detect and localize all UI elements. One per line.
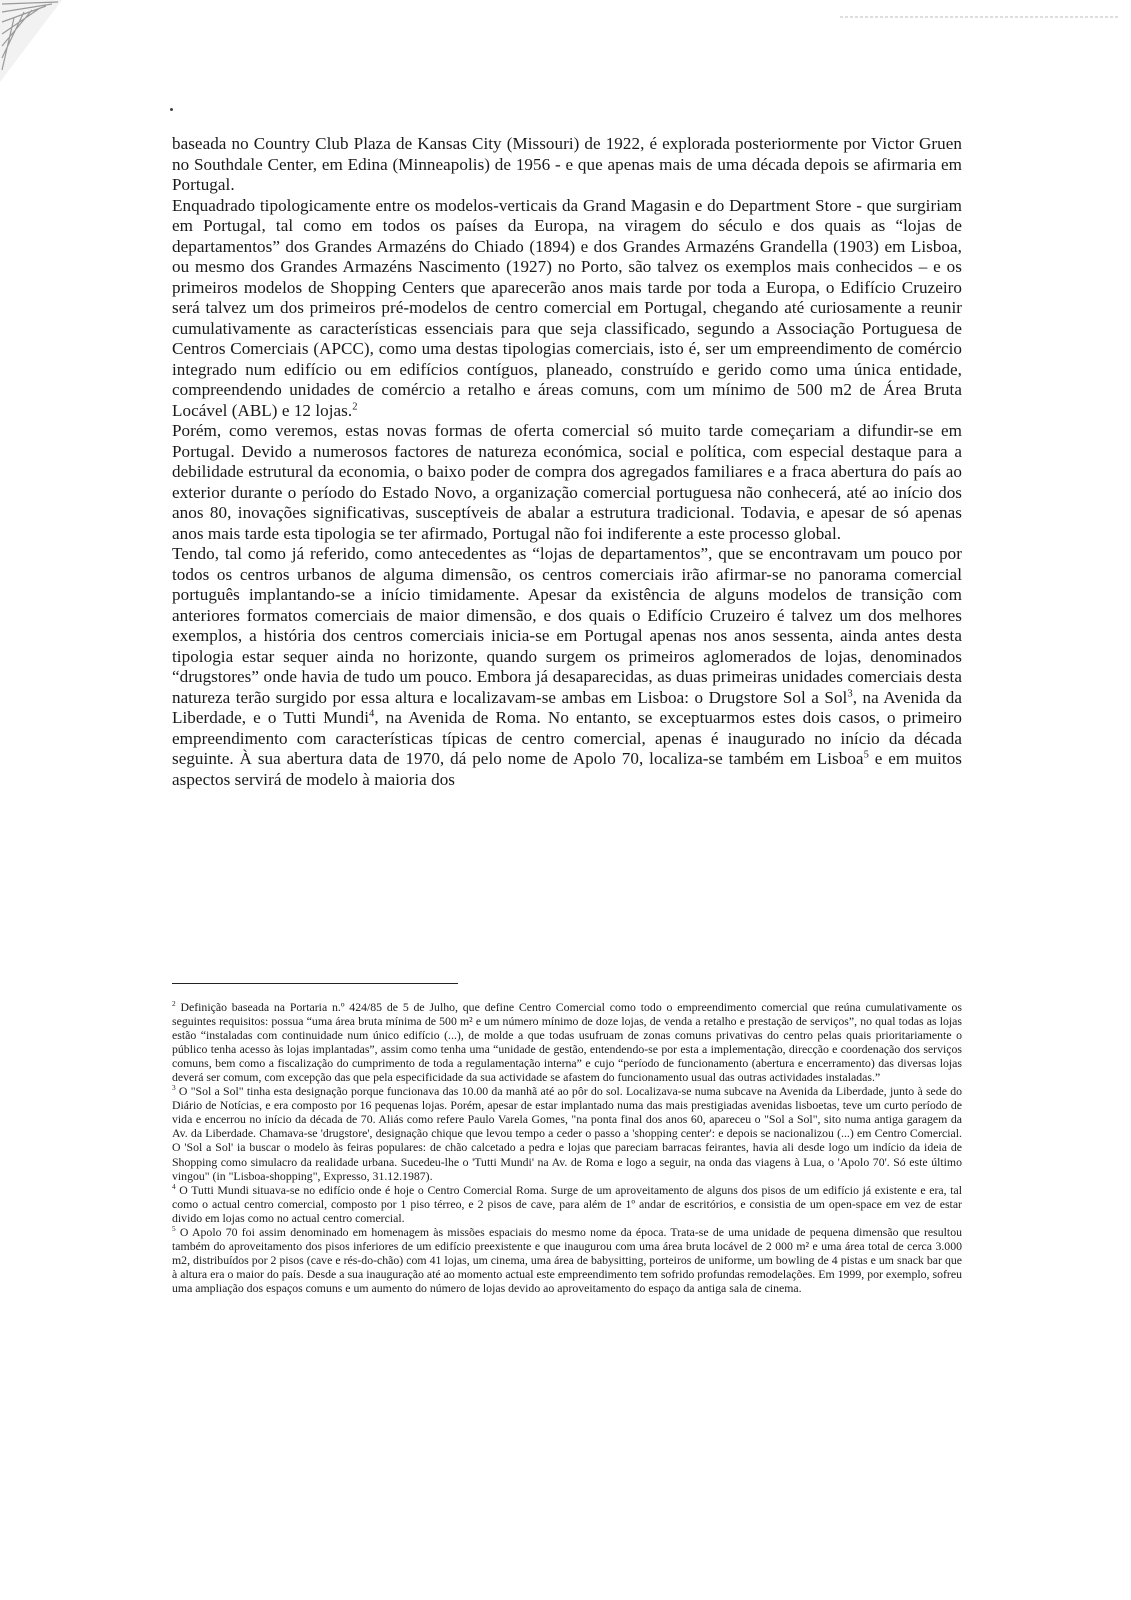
footnote-5 bbox=[172, 1225, 962, 1295]
footnote-2 bbox=[172, 1000, 962, 1084]
page-corner-fold bbox=[0, 0, 70, 90]
paragraph-4-text-b: , na Avenida da Liberdade, e o Tutti Mundi bbox=[172, 687, 962, 727]
footnote-4 bbox=[172, 1183, 962, 1225]
footnote-text: Definição baseada na Portaria n.º 424/85 de 5 de Julho, que define Centro Comercial como todo o empreendimento comercial que reúna cumulativamente os seguintes requisitos: possua “uma área bruta mínima de 500 m² e um número mínimo de doze lojas, de venda a retalho e prestação de serviços”, no qual todas as lojas estão “instaladas com continuidade num único edifício (...), de molde a que todas usufruam de zonas comuns privativas do centro pelas quais prioritariamente o público tenha acesso às lojas implantadas”, assim como tenha uma “unidade de gestão, entendendo-se por esta a implementação, direcção e coordenação dos serviços comuns, bem como a fiscalização do cumprimento de toda a regulamentação interna” e cujo “período de funcionamento (abertura e encerramento) das diversas lojas deverá ser comum, com excepção das que pela especificidade da sua actividade se afastem do funcionamento usual das outras actividades instaladas.” bbox=[172, 1000, 962, 1085]
footnote-ref-4: 4 bbox=[369, 708, 375, 720]
footnote-text: O "Sol a Sol" tinha esta designação porque funcionava das 10.00 da manhã até ao pôr do sol. Localizava-se numa subcave na Avenida da Liberdade, junto à sede do Diário de Notícias, e era composto por 16 pequenas lojas. Porém, apesar de estar implantado numa das mais prestigiadas avenidas lisboetas, teve um curto período de vida e encerrou no início da década de 70. Aliás como refere Paulo Varela Gomes, "na ponta final dos anos 60, apareceu o "Sol a Sol", sito numa antiga garagem da Av. da Liberdade. Chamava-se 'drugstore', designação chique que levou tempo a ceder o passo a 'shopping center': e depois se nacionalizou (...) em Centro Comercial. O 'Sol a Sol' ia buscar o modelo às feiras populares: de chão calcetado a pedra e lojas que pareciam barracas feirantes, havia ali desde logo um indício da ideia de Shopping como simulacro da realidade urbana. Sucedeu-lhe o 'Tutti Mundi' na Av. de Roma e logo a seguir, na onda das viagens à Lua, o 'Apolo 70'. Só este último vingou" (in "Lisboa-shopping", Expresso, 31.12.1987). bbox=[172, 1084, 962, 1183]
footnote-number: 3 bbox=[172, 1083, 176, 1093]
scan-streak bbox=[840, 14, 1120, 20]
paragraph-2 bbox=[172, 196, 962, 422]
footnote-ref-5: 5 bbox=[863, 749, 869, 761]
footnote-text: O Apolo 70 foi assim denominado em homenagem às missões espaciais do mesmo nome da época. Trata-se de uma unidade de pequena dimensão que resultou também do aproveitamento dos pisos inferiores de um edifício preexistente e que inaugurou com uma área bruta locável de 2 000 m² e uma área total de cerca 3.000 m2, distribuídos por 2 pisos (cave e rés-do-chão) com 41 lojas, um cinema, uma área de babysitting, porteiros de uniforme, um bowling de 4 pistas e um snack bar que à altura era o maior do país. Desde a sua inauguração até ao momento actual este empreendimento tem sofrido profundas remodelações. Em 1999, por exemplo, sofreu uma ampliação dos espaços comuns e um aumento do número de lojas devido ao aproveitamento do espaço da antiga sala de cinema. bbox=[172, 1224, 962, 1295]
footnotes bbox=[172, 1000, 962, 1295]
paragraph-4-text-c: , na Avenida de Roma. No entanto, se exceptuarmos estes dois casos, o primeiro empreendimento com características típicas de centro comercial, apenas é inaugurado no início da década seguinte. À sua abertura data de 1970, dá pelo nome de Apolo 70, localiza-se também em Lisboa bbox=[172, 708, 962, 768]
paragraph-3-text: Porém, como veremos, estas novas formas de oferta comercial só muito tarde começariam a difundir-se em Portugal. Devido a numerosos factores de natureza económica, social e política, com especial destaque para a debilidade estrutural da economia, o baixo poder de compra dos agregados familiares e a fraca abertura do país ao exterior durante o período do Estado Novo, a organização comercial portuguesa não conhecerá, até ao início dos anos 80, inovações significativas, susceptíveis de abalar a estrutura tradicional. Todavia, e apesar de só apenas anos mais tarde esta tipologia se ter afirmado, Portugal não foi indiferente a este processo global. bbox=[172, 421, 962, 543]
footnote-number: 4 bbox=[172, 1181, 176, 1191]
footnote-ref-3: 3 bbox=[847, 687, 853, 699]
paragraph-4-text-a: Tendo, tal como já referido, como antecedentes as “lojas de departamentos”, que se encontravam um pouco por todos os centros urbanos de alguma dimensão, os centros comerciais irão afirmar-se no panorama comercial português implantando-se a início timidamente. Apesar da existência de alguns modelos de transição com anteriores formatos comerciais de maior dimensão, e dos quais o Edifício Cruzeiro é talvez um dos melhores exemplos, a história dos centros comerciais inicia-se em Portugal apenas nos anos sessenta, ainda antes desta tipologia estar sequer ainda no horizonte, quando surgem os primeiros aglomerados de lojas, denominados “drugstores” onde havia de tudo um pouco. Embora já desaparecidas, as duas primeiras unidades comerciais desta natureza terão surgido por essa altura e localizavam-se ambas em Lisboa: o Drugstore Sol a Sol bbox=[172, 544, 962, 707]
footnote-number: 5 bbox=[172, 1223, 176, 1233]
paragraph-4 bbox=[172, 544, 962, 790]
footnote-number: 2 bbox=[172, 999, 176, 1009]
paragraph-3 bbox=[172, 421, 962, 544]
footnote-text: O Tutti Mundi situava-se no edifício onde é hoje o Centro Comercial Roma. Surge de um aproveitamento de alguns dos pisos de um edifício já existente e era, tal como o actual centro comercial, composto por 1 piso térreo, e 2 pisos de cave, para além de 1º andar de escritórios, e consistia de um open-space em vez de estar divido em lojas como no actual centro comercial. bbox=[172, 1182, 962, 1225]
paragraph-1 bbox=[172, 134, 962, 196]
paragraph-1-text: baseada no Country Club Plaza de Kansas City (Missouri) de 1922, é explorada posteriormente por Victor Gruen no Southdale Center, em Edina (Minneapolis) de 1956 - e que apenas mais de uma década depois se afirmaria em Portugal. bbox=[172, 134, 962, 194]
footnote-3 bbox=[172, 1084, 962, 1182]
scan-speck bbox=[170, 108, 173, 111]
paragraph-2-text: Enquadrado tipologicamente entre os modelos-verticais da Grand Magasin e do Department Store - que surgiriam em Portugal, tal como em todos os países da Europa, na viragem do século e dos quais as “lojas de departamentos” dos Grandes Armazéns do Chiado (1894) e dos Grandes Armazéns Grandella (1903) em Lisboa, ou mesmo dos Grandes Armazéns Nascimento (1927) no Porto, são talvez os exemplos mais conhecidos – e os primeiros modelos de Shopping Centers que aparecerão anos mais tarde por toda a Europa, o Edifício Cruzeiro será talvez um dos primeiros pré-modelos de centro comercial em Portugal, chegando até curiosamente a reunir cumulativamente as características essenciais para que seja classificado, segundo a Associação Portuguesa de Centros Comerciais (APCC), como uma destas tipologias comerciais, isto é, ser um empreendimento de comércio integrado num edifício ou em edifícios contíguos, planeado, construído e gerido como uma única entidade, compreendendo unidades de comércio a retalho e áreas comuns, com um mínimo de 500 m2 de Área Bruta Locável (ABL) e 12 lojas. bbox=[172, 195, 962, 420]
main-text bbox=[172, 134, 962, 790]
paragraph-4-text-d: e em muitos aspectos servirá de modelo à maioria dos bbox=[172, 749, 962, 789]
footnote-separator bbox=[172, 983, 458, 984]
footnote-ref-2: 2 bbox=[352, 400, 358, 412]
